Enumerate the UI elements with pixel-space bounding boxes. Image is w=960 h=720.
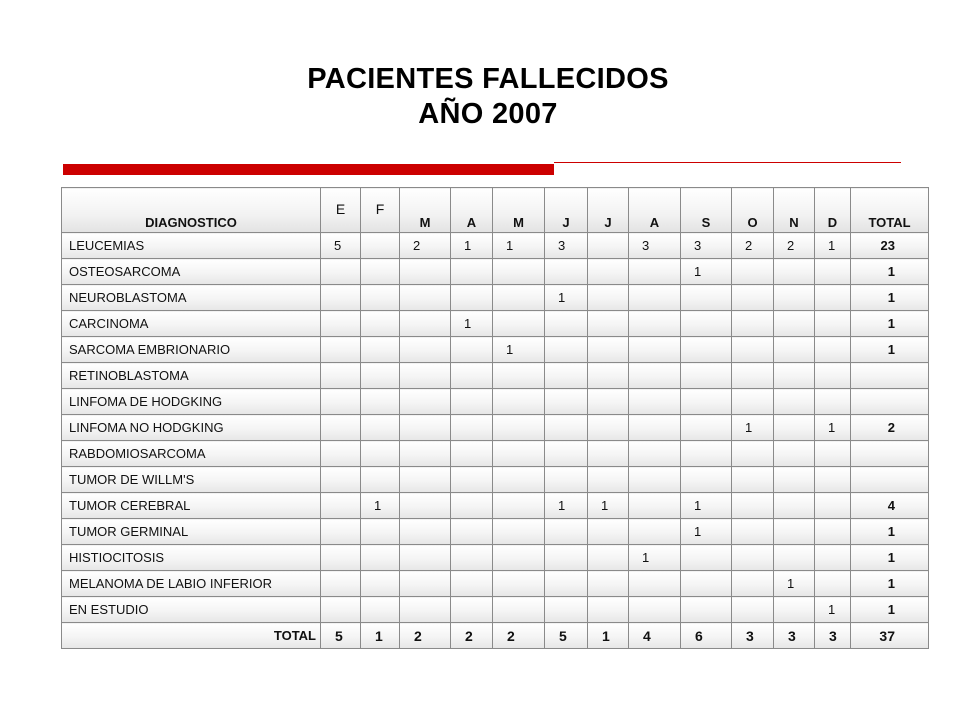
month-count-cell: 1 (681, 259, 732, 285)
title-line-2: AÑO 2007 (418, 98, 558, 130)
month-count-cell (361, 389, 400, 415)
header-month: S (681, 188, 732, 233)
month-count-cell (545, 363, 588, 389)
month-count-cell (588, 259, 629, 285)
table-row (62, 389, 929, 415)
row-total-cell: 1 (851, 311, 929, 337)
month-count-cell (545, 597, 588, 623)
month-count-cell (400, 467, 451, 493)
table-row (62, 493, 929, 519)
month-count-cell (400, 415, 451, 441)
month-count-cell (732, 571, 774, 597)
month-total-cell: 6 (681, 623, 732, 649)
month-count-cell (681, 467, 732, 493)
month-count-cell (493, 311, 545, 337)
month-total-cell: 2 (400, 623, 451, 649)
month-count-cell (361, 259, 400, 285)
month-count-cell (588, 597, 629, 623)
diagnosis-cell: MELANOMA DE LABIO INFERIOR (62, 571, 321, 597)
month-count-cell (815, 493, 851, 519)
month-count-cell (629, 363, 681, 389)
table-row (62, 285, 929, 311)
month-count-cell (400, 493, 451, 519)
month-count-cell: 1 (732, 415, 774, 441)
month-count-cell (815, 571, 851, 597)
month-count-cell (451, 363, 493, 389)
header-month: A (629, 188, 681, 233)
diagnosis-cell: EN ESTUDIO (62, 597, 321, 623)
month-count-cell: 1 (493, 337, 545, 363)
month-total-cell: 1 (361, 623, 400, 649)
diagnosis-cell: CARCINOMA (62, 311, 321, 337)
month-count-cell (629, 259, 681, 285)
diagnosis-cell: TUMOR DE WILLM'S (62, 467, 321, 493)
month-count-cell (545, 545, 588, 571)
month-count-cell (732, 597, 774, 623)
month-count-cell (361, 415, 400, 441)
table-row (62, 441, 929, 467)
month-count-cell (361, 467, 400, 493)
row-total-cell (851, 389, 929, 415)
table-row (62, 233, 929, 259)
month-count-cell (629, 467, 681, 493)
month-count-cell (321, 597, 361, 623)
row-total-cell (851, 467, 929, 493)
header-month: N (774, 188, 815, 233)
diagnosis-cell: OSTEOSARCOMA (62, 259, 321, 285)
diagnosis-cell: LINFOMA DE HODGKING (62, 389, 321, 415)
month-count-cell (493, 441, 545, 467)
month-total-cell: 3 (815, 623, 851, 649)
month-count-cell (588, 337, 629, 363)
row-total-cell: 1 (851, 519, 929, 545)
month-count-cell (681, 571, 732, 597)
month-count-cell (400, 441, 451, 467)
totals-row (62, 623, 929, 649)
header-month: D (815, 188, 851, 233)
month-count-cell (321, 389, 361, 415)
month-count-cell (774, 519, 815, 545)
diagnosis-cell: RABDOMIOSARCOMA (62, 441, 321, 467)
header-month: M (493, 188, 545, 233)
month-count-cell (588, 311, 629, 337)
grand-total-cell: 37 (851, 623, 929, 649)
month-count-cell (451, 337, 493, 363)
month-count-cell (545, 441, 588, 467)
month-count-cell (321, 493, 361, 519)
month-count-cell (493, 389, 545, 415)
month-count-cell: 1 (681, 519, 732, 545)
row-total-cell: 1 (851, 545, 929, 571)
table-row (62, 259, 929, 285)
month-count-cell (493, 415, 545, 441)
table-row (62, 571, 929, 597)
month-count-cell (545, 311, 588, 337)
month-count-cell: 1 (774, 571, 815, 597)
header-month: J (588, 188, 629, 233)
month-count-cell: 1 (451, 233, 493, 259)
month-count-cell (321, 285, 361, 311)
month-count-cell (321, 311, 361, 337)
month-count-cell (400, 285, 451, 311)
header-month: F (361, 188, 400, 233)
month-count-cell (361, 571, 400, 597)
month-count-cell (732, 545, 774, 571)
month-count-cell (545, 571, 588, 597)
month-count-cell (629, 493, 681, 519)
month-count-cell (493, 363, 545, 389)
month-count-cell (321, 363, 361, 389)
month-total-cell: 5 (321, 623, 361, 649)
month-count-cell (545, 389, 588, 415)
table-body (62, 188, 929, 649)
totals-label: TOTAL (62, 623, 321, 649)
month-count-cell (321, 571, 361, 597)
month-count-cell (629, 597, 681, 623)
month-count-cell (545, 467, 588, 493)
row-total-cell: 1 (851, 571, 929, 597)
month-count-cell (681, 363, 732, 389)
month-count-cell (815, 519, 851, 545)
month-count-cell (451, 259, 493, 285)
month-count-cell: 1 (815, 233, 851, 259)
table-row (62, 519, 929, 545)
month-count-cell (451, 493, 493, 519)
month-count-cell (321, 337, 361, 363)
month-count-cell (629, 415, 681, 441)
month-count-cell (361, 441, 400, 467)
deaths-table (61, 187, 929, 649)
row-total-cell: 1 (851, 337, 929, 363)
month-count-cell (588, 441, 629, 467)
month-count-cell (588, 545, 629, 571)
month-count-cell (588, 571, 629, 597)
red-accent-bar (63, 164, 554, 175)
month-count-cell: 2 (400, 233, 451, 259)
month-count-cell (361, 545, 400, 571)
month-count-cell (681, 545, 732, 571)
month-count-cell: 1 (588, 493, 629, 519)
month-count-cell (732, 389, 774, 415)
month-count-cell (321, 415, 361, 441)
month-count-cell (361, 337, 400, 363)
month-total-cell: 3 (774, 623, 815, 649)
month-count-cell (321, 441, 361, 467)
row-total-cell: 4 (851, 493, 929, 519)
month-count-cell (815, 545, 851, 571)
month-count-cell (681, 389, 732, 415)
month-count-cell (681, 415, 732, 441)
month-count-cell (451, 597, 493, 623)
month-count-cell: 1 (451, 311, 493, 337)
month-count-cell (400, 389, 451, 415)
month-count-cell: 3 (629, 233, 681, 259)
month-count-cell (774, 493, 815, 519)
month-count-cell (493, 571, 545, 597)
month-count-cell (361, 311, 400, 337)
month-count-cell: 5 (321, 233, 361, 259)
month-count-cell (629, 311, 681, 337)
month-count-cell (588, 285, 629, 311)
month-count-cell (545, 337, 588, 363)
month-count-cell (493, 285, 545, 311)
month-count-cell (588, 415, 629, 441)
month-count-cell (629, 571, 681, 597)
table-row (62, 467, 929, 493)
month-count-cell (629, 389, 681, 415)
month-count-cell (400, 337, 451, 363)
month-count-cell (815, 441, 851, 467)
header-month: M (400, 188, 451, 233)
month-count-cell (588, 467, 629, 493)
month-count-cell (815, 259, 851, 285)
month-count-cell (321, 545, 361, 571)
month-count-cell (774, 415, 815, 441)
month-count-cell (732, 337, 774, 363)
diagnosis-cell: RETINOBLASTOMA (62, 363, 321, 389)
month-count-cell (545, 259, 588, 285)
diagnosis-cell: NEUROBLASTOMA (62, 285, 321, 311)
month-total-cell: 3 (732, 623, 774, 649)
month-count-cell (732, 467, 774, 493)
month-total-cell: 2 (451, 623, 493, 649)
month-count-cell (681, 597, 732, 623)
month-count-cell: 2 (774, 233, 815, 259)
table-row (62, 311, 929, 337)
header-month: J (545, 188, 588, 233)
diagnosis-cell: TUMOR GERMINAL (62, 519, 321, 545)
row-total-cell: 23 (851, 233, 929, 259)
month-count-cell (774, 337, 815, 363)
month-count-cell (493, 597, 545, 623)
month-count-cell (815, 311, 851, 337)
month-count-cell (629, 519, 681, 545)
month-count-cell (451, 571, 493, 597)
month-count-cell (732, 259, 774, 285)
month-count-cell (321, 467, 361, 493)
month-count-cell (815, 467, 851, 493)
page-title (0, 62, 960, 132)
header-month: O (732, 188, 774, 233)
month-count-cell (400, 311, 451, 337)
month-count-cell (451, 415, 493, 441)
diagnosis-cell: TUMOR CEREBRAL (62, 493, 321, 519)
month-count-cell (629, 285, 681, 311)
month-count-cell (361, 285, 400, 311)
month-total-cell: 4 (629, 623, 681, 649)
month-count-cell: 1 (815, 415, 851, 441)
month-count-cell: 3 (545, 233, 588, 259)
month-count-cell (361, 363, 400, 389)
month-count-cell (451, 441, 493, 467)
month-count-cell: 1 (629, 545, 681, 571)
header-month: A (451, 188, 493, 233)
header-month: E (321, 188, 361, 233)
month-count-cell (774, 311, 815, 337)
month-count-cell: 1 (545, 493, 588, 519)
table-row (62, 337, 929, 363)
month-count-cell (400, 519, 451, 545)
diagnosis-cell: HISTIOCITOSIS (62, 545, 321, 571)
month-count-cell (629, 337, 681, 363)
month-count-cell (681, 285, 732, 311)
row-total-cell (851, 441, 929, 467)
month-count-cell (774, 545, 815, 571)
month-count-cell (545, 415, 588, 441)
month-count-cell (451, 519, 493, 545)
month-count-cell: 1 (815, 597, 851, 623)
month-count-cell (451, 389, 493, 415)
month-count-cell (545, 519, 588, 545)
row-total-cell: 2 (851, 415, 929, 441)
month-count-cell (451, 467, 493, 493)
row-total-cell: 1 (851, 285, 929, 311)
month-count-cell (588, 363, 629, 389)
month-count-cell (321, 519, 361, 545)
month-count-cell (493, 519, 545, 545)
month-count-cell (732, 363, 774, 389)
month-total-cell: 1 (588, 623, 629, 649)
month-count-cell (732, 519, 774, 545)
month-count-cell (400, 259, 451, 285)
month-count-cell (774, 363, 815, 389)
month-count-cell (681, 441, 732, 467)
month-count-cell (588, 519, 629, 545)
month-count-cell (774, 389, 815, 415)
month-count-cell (732, 311, 774, 337)
table-row (62, 545, 929, 571)
month-count-cell (493, 545, 545, 571)
table-row (62, 363, 929, 389)
month-count-cell (493, 259, 545, 285)
month-count-cell (815, 389, 851, 415)
month-count-cell (681, 311, 732, 337)
month-count-cell: 3 (681, 233, 732, 259)
month-count-cell (400, 545, 451, 571)
month-count-cell: 1 (681, 493, 732, 519)
diagnosis-cell: SARCOMA EMBRIONARIO (62, 337, 321, 363)
table-row (62, 597, 929, 623)
month-count-cell (629, 441, 681, 467)
row-total-cell (851, 363, 929, 389)
month-count-cell (681, 337, 732, 363)
month-count-cell (451, 545, 493, 571)
month-count-cell (400, 597, 451, 623)
month-count-cell (321, 259, 361, 285)
table-row (62, 415, 929, 441)
month-count-cell (493, 493, 545, 519)
month-count-cell (400, 571, 451, 597)
month-count-cell (400, 363, 451, 389)
month-count-cell (361, 233, 400, 259)
month-count-cell: 1 (361, 493, 400, 519)
month-count-cell: 1 (493, 233, 545, 259)
month-count-cell: 2 (732, 233, 774, 259)
title-line-1: PACIENTES FALLECIDOS (307, 63, 669, 95)
month-count-cell (815, 337, 851, 363)
month-count-cell (774, 441, 815, 467)
diagnosis-cell: LINFOMA NO HODGKING (62, 415, 321, 441)
header-diagnostico: DIAGNOSTICO (62, 188, 321, 233)
month-total-cell: 5 (545, 623, 588, 649)
row-total-cell: 1 (851, 597, 929, 623)
month-count-cell: 1 (545, 285, 588, 311)
month-total-cell: 2 (493, 623, 545, 649)
month-count-cell (361, 519, 400, 545)
month-count-cell (493, 467, 545, 493)
month-count-cell (815, 285, 851, 311)
month-count-cell (361, 597, 400, 623)
header-row (62, 188, 929, 233)
month-count-cell (774, 467, 815, 493)
month-count-cell (774, 259, 815, 285)
month-count-cell (732, 493, 774, 519)
month-count-cell (774, 285, 815, 311)
month-count-cell (815, 363, 851, 389)
month-count-cell (732, 285, 774, 311)
month-count-cell (451, 285, 493, 311)
month-count-cell (588, 389, 629, 415)
month-count-cell (774, 597, 815, 623)
month-count-cell (732, 441, 774, 467)
diagnosis-cell: LEUCEMIAS (62, 233, 321, 259)
row-total-cell: 1 (851, 259, 929, 285)
red-accent-line (554, 162, 901, 163)
header-total: TOTAL (851, 188, 929, 233)
month-count-cell (588, 233, 629, 259)
